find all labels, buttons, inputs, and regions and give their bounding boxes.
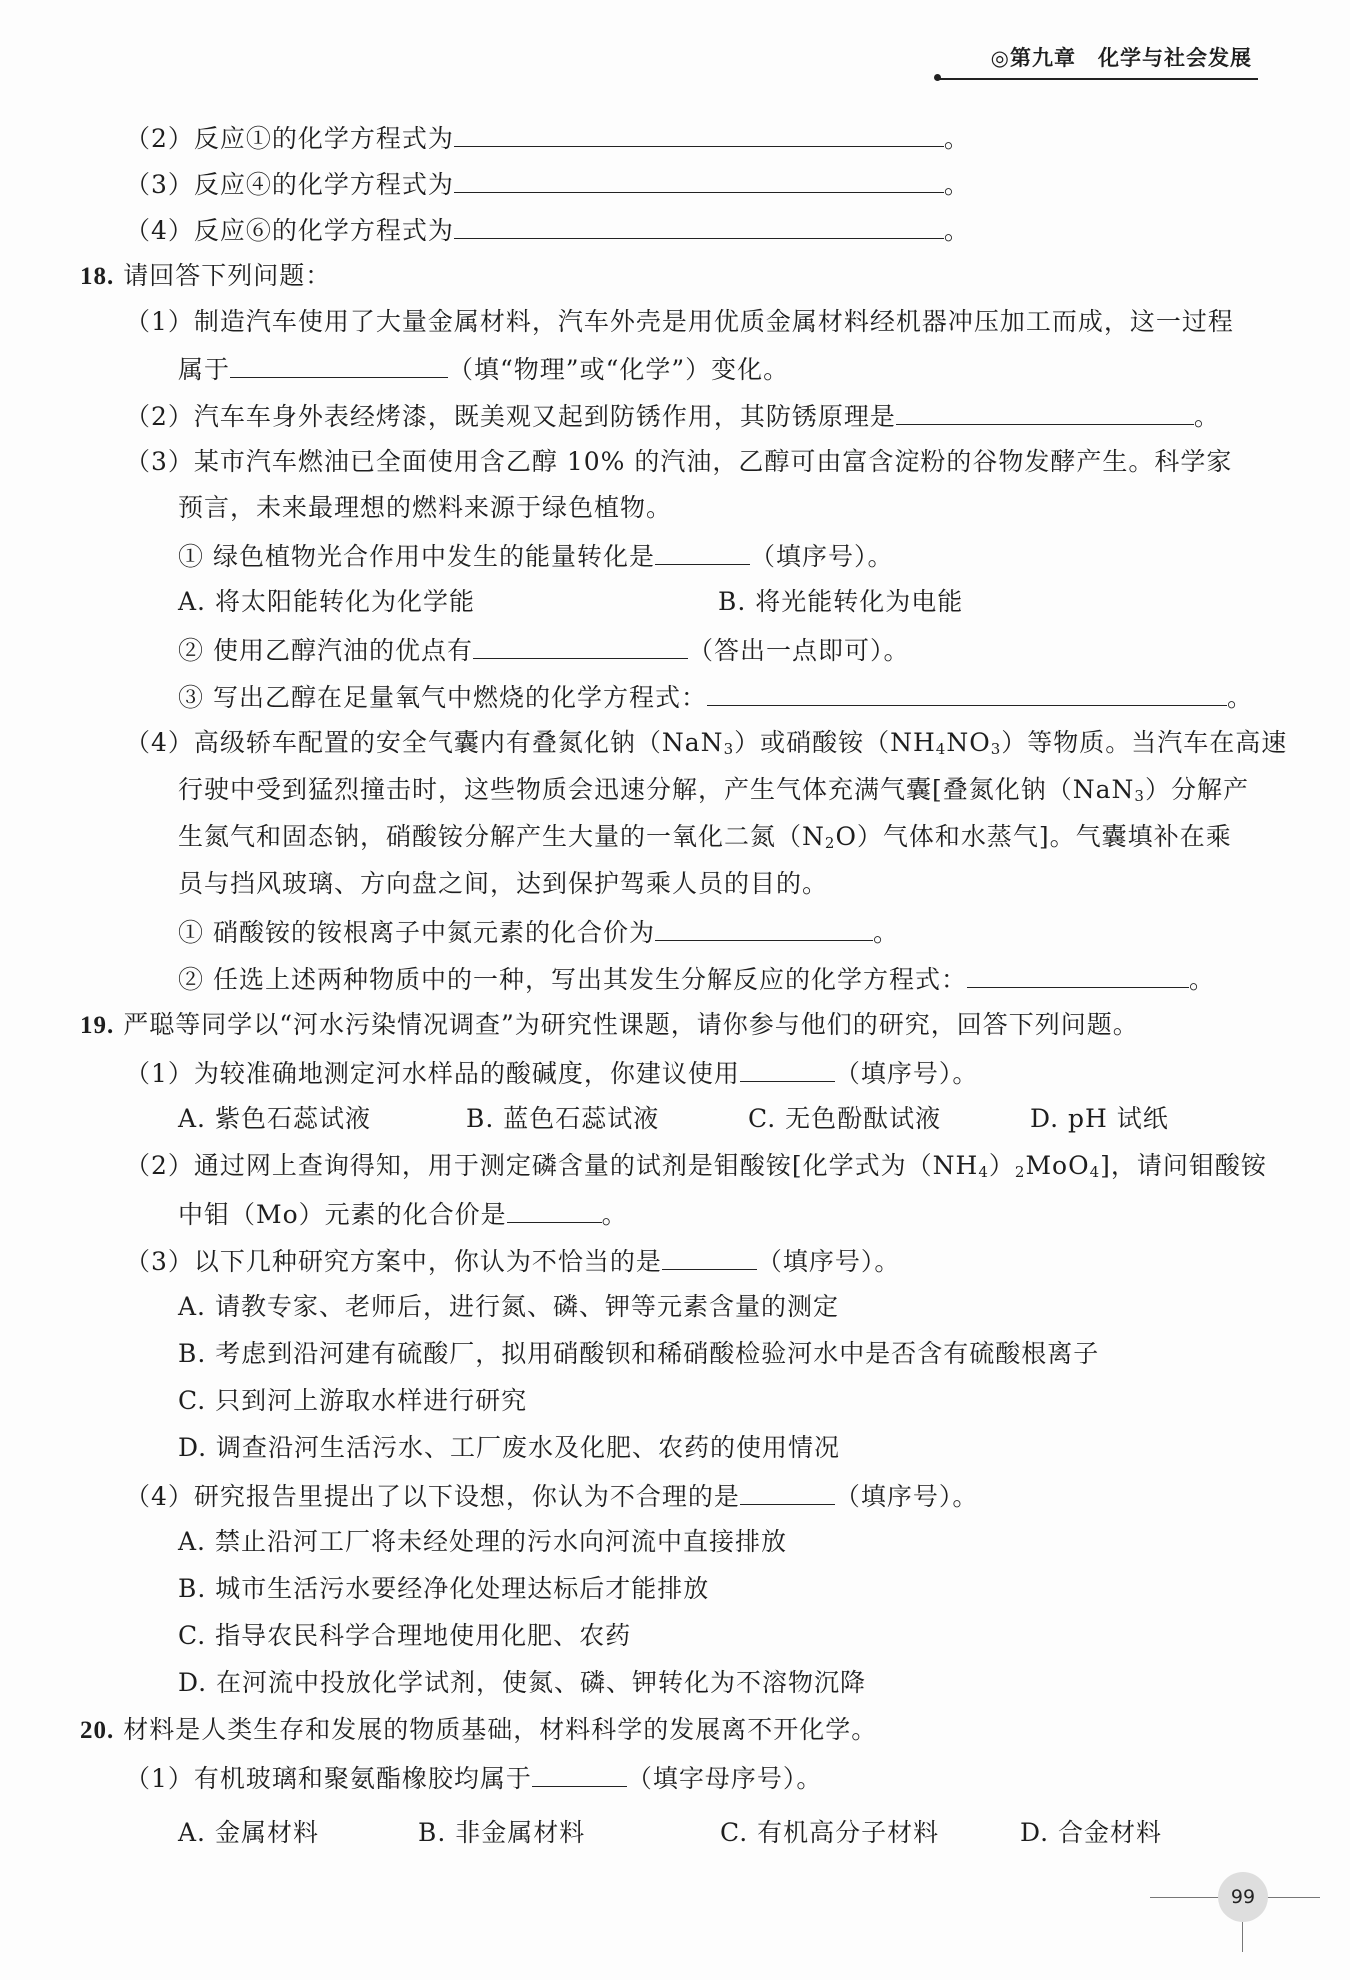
q18-p3-sub2-text: ② 使用乙醇汽油的优点有 [178, 636, 473, 665]
q19-p3-option-d [178, 1431, 840, 1465]
q19-p3 [125, 1243, 900, 1277]
q18-p3-sub2 [178, 632, 909, 666]
q18-p3-sub1-suffix: （填序号）。 [749, 542, 894, 571]
q19-p1-text: （1）为较准确地测定河水样品的酸碱度，你建议使用 [125, 1059, 740, 1088]
answer-blank[interactable] [967, 961, 1189, 988]
period: 。 [943, 170, 970, 199]
answer-blank[interactable] [662, 1243, 757, 1270]
q20-p1 [125, 1760, 822, 1794]
q18-p4-text: ）分解产 [1144, 775, 1249, 804]
option-d: D. 调查沿河生活污水、工厂废水及化肥、农药的使用情况 [178, 1433, 841, 1462]
header-rule [938, 78, 1258, 80]
q18-p3-text: （3）某市汽车燃油已全面使用含乙醇 10% 的汽油，乙醇可由富含淀粉的谷物发酵产生。科学家 [125, 447, 1233, 476]
q19-p2-text: （2）通过网上查询得知，用于测定磷含量的试剂是钼酸铵[化学式为（NH [125, 1151, 979, 1180]
answer-blank[interactable] [740, 1478, 835, 1505]
period: 。 [943, 216, 970, 245]
q18-p3-option-a [178, 585, 475, 619]
q18-p1-text: （1）制造汽车使用了大量金属材料，汽车外壳是用优质金属材料经机器冲压加工而成，这一过程 [125, 307, 1234, 336]
subscript: 3 [990, 740, 1002, 758]
option-a: A. 金属材料 [178, 1818, 319, 1847]
q18-p4-line4 [178, 867, 828, 901]
chapter-header [938, 38, 1258, 88]
q19-p2-text: MoO [1025, 1151, 1090, 1180]
q19-p2-text: ） [988, 1151, 1015, 1180]
answer-blank[interactable] [454, 120, 944, 147]
page-number-rule-vertical [1242, 1922, 1243, 1952]
q19-p4-suffix: （填序号）。 [834, 1482, 979, 1511]
q18-p4-line1 [125, 726, 1287, 760]
q19-p2-text: ]，请问钼酸铵 [1100, 1151, 1267, 1180]
q19-p1-suffix: （填序号）。 [834, 1059, 979, 1088]
period: 。 [1193, 402, 1220, 431]
q18-p1-line2 [178, 351, 789, 385]
q18-p3-text-cont: 预言，未来最理想的燃料来源于绿色植物。 [178, 493, 673, 522]
q19-p4-text: （4）研究报告里提出了以下设想，你认为不合理的是 [125, 1482, 740, 1511]
q20-p1-option-b [418, 1816, 585, 1850]
q18-p4-sub2 [178, 961, 1215, 995]
q20-stem-text: 材料是人类生存和发展的物质基础，材料科学的发展离不开化学。 [123, 1715, 878, 1744]
q19-p1 [125, 1055, 978, 1089]
q18-p4-sub1-text: ① 硝酸铵的铵根离子中氮元素的化合价为 [178, 918, 655, 947]
subscript: 4 [935, 740, 947, 758]
option-b: B. 蓝色石蕊试液 [466, 1104, 660, 1133]
question-number: 18. [80, 263, 115, 290]
period: 。 [1226, 683, 1253, 712]
q19-p3-option-c [178, 1384, 527, 1418]
q18-p4-line2 [178, 773, 1249, 807]
answer-blank[interactable] [507, 1196, 602, 1223]
q20-p1-text: （1）有机玻璃和聚氨酯橡胶均属于 [125, 1764, 532, 1793]
q18-p4-text: （4）高级轿车配置的安全气囊内有叠氮化钠（NaN [125, 728, 724, 757]
subscript: 2 [824, 834, 836, 852]
q20-p1-option-c [720, 1816, 939, 1850]
option-c: C. 无色酚酞试液 [748, 1104, 942, 1133]
option-a: A. 禁止沿河工厂将未经处理的污水向河流中直接排放 [178, 1527, 787, 1556]
q17-part3 [125, 166, 970, 200]
q18-p4-text: 员与挡风玻璃、方向盘之间，达到保护驾乘人员的目的。 [178, 869, 829, 898]
q18-p4-sub2-text: ② 任选上述两种物质中的一种，写出其发生分解反应的化学方程式： [178, 965, 967, 994]
q18-p3-sub1-text: ① 绿色植物光合作用中发生的能量转化是 [178, 542, 655, 571]
option-b: B. 将光能转化为电能 [718, 587, 964, 616]
option-b: B. 城市生活污水要经净化处理达标后才能排放 [178, 1574, 710, 1603]
option-a: A. 将太阳能转化为化学能 [178, 587, 475, 616]
answer-blank[interactable] [230, 351, 448, 378]
q18-p3-sub1 [178, 538, 893, 572]
period: 。 [601, 1200, 628, 1229]
q19-p4-option-a [178, 1525, 787, 1559]
answer-blank[interactable] [655, 914, 873, 941]
subscript: 3 [723, 740, 735, 758]
answer-blank[interactable] [707, 679, 1227, 706]
q19-p1-option-c [748, 1102, 941, 1136]
q19-p3-option-b [178, 1337, 1099, 1371]
period: 。 [872, 918, 899, 947]
q17-part4 [125, 212, 970, 246]
q18-p4-text: 生氮气和固态钠，硝酸铵分解产生大量的一氧化二氮（N [178, 822, 825, 851]
question-number: 19. [80, 1012, 115, 1039]
q18-p1-suffix: （填“物理”或“化学”）变化。 [448, 355, 790, 384]
q19-p3-option-a [178, 1290, 839, 1324]
q19-p1-option-b [466, 1102, 659, 1136]
subscript: 4 [1089, 1163, 1101, 1181]
q19-p2-line1 [125, 1149, 1267, 1183]
period: 。 [1188, 965, 1215, 994]
q19-p1-option-a [178, 1102, 371, 1136]
option-d: D. pH 试纸 [1030, 1104, 1169, 1133]
option-c: C. 指导农民科学合理地使用化肥、农药 [178, 1621, 632, 1650]
page-number: 99 [1218, 1872, 1268, 1922]
q19-p4 [125, 1478, 978, 1512]
q19-p1-option-d [1030, 1102, 1169, 1136]
q18-stem [80, 259, 331, 293]
q17-part2-text: （2）反应①的化学方程式为 [125, 124, 454, 153]
q18-p3-sub3 [178, 679, 1253, 713]
q19-p2-text: 中钼（Mo）元素的化合价是 [178, 1200, 507, 1229]
option-d: D. 合金材料 [1020, 1818, 1163, 1847]
q17-part3-text: （3）反应④的化学方程式为 [125, 170, 454, 199]
q18-p2 [125, 398, 1220, 432]
q18-p4-text: 行驶中受到猛烈撞击时，这些物质会迅速分解，产生气体充满气囊[叠氮化钠（NaN [178, 775, 1135, 804]
answer-blank[interactable] [454, 212, 944, 239]
q18-p4-text: O）气体和水蒸气]。气囊填补在乘 [835, 822, 1232, 851]
period: 。 [943, 124, 970, 153]
q19-stem-text: 严聪等同学以“河水污染情况调查”为研究性课题，请你参与他们的研究，回答下列问题。 [123, 1010, 1139, 1039]
q19-p3-text: （3）以下几种研究方案中，你认为不恰当的是 [125, 1247, 662, 1276]
q18-p3-line2 [178, 491, 672, 525]
option-d: D. 在河流中投放化学试剂，使氮、磷、钾转化为不溶物沉降 [178, 1668, 867, 1697]
q18-stem-text: 请回答下列问题： [123, 261, 332, 290]
q18-p3-sub3-text: ③ 写出乙醇在足量氧气中燃烧的化学方程式： [178, 683, 707, 712]
q18-p4-text: ）等物质。当汽车在高速 [1001, 728, 1288, 757]
q18-p4-text: ）或硝酸铵（NH [734, 728, 936, 757]
option-b: B. 非金属材料 [418, 1818, 586, 1847]
q19-p4-option-c [178, 1619, 631, 1653]
option-c: C. 有机高分子材料 [720, 1818, 940, 1847]
chapter-title: ◎第九章 化学与社会发展 [990, 46, 1252, 70]
option-a: A. 紫色石蕊试液 [178, 1104, 371, 1133]
answer-blank[interactable] [454, 166, 944, 193]
q18-p4-text: NO [946, 728, 991, 757]
q18-p1-line1 [125, 305, 1234, 339]
subscript: 4 [978, 1163, 989, 1181]
q20-p1-option-d [1020, 1816, 1162, 1850]
answer-blank[interactable] [655, 538, 750, 565]
subscript: 2 [1014, 1163, 1026, 1181]
q18-p2-text: （2）汽车车身外表经烤漆，既美观又起到防锈作用，其防锈原理是 [125, 402, 896, 431]
q18-p4-sub1 [178, 914, 899, 948]
q18-p3-sub2-suffix: （答出一点即可）。 [687, 636, 910, 665]
q19-p4-option-d [178, 1666, 866, 1700]
q20-p1-suffix: （填字母序号）。 [626, 1764, 823, 1793]
option-c: C. 只到河上游取水样进行研究 [178, 1386, 528, 1415]
q20-stem [80, 1713, 877, 1747]
option-b: B. 考虑到沿河建有硫酸厂，拟用硝酸钡和稀硝酸检验河水中是否含有硫酸根离子 [178, 1339, 1100, 1368]
question-number: 20. [80, 1717, 115, 1744]
subscript: 3 [1134, 787, 1145, 805]
q17-part2 [125, 120, 970, 154]
answer-blank[interactable] [473, 632, 688, 659]
option-a: A. 请教专家、老师后，进行氮、磷、钾等元素含量的测定 [178, 1292, 839, 1321]
q19-p3-suffix: （填序号）。 [756, 1247, 901, 1276]
answer-blank[interactable] [896, 398, 1194, 425]
q18-p3-line1 [125, 445, 1232, 479]
answer-blank[interactable] [532, 1760, 627, 1787]
q19-p4-option-b [178, 1572, 709, 1606]
answer-blank[interactable] [740, 1055, 835, 1082]
q19-p2-line2 [178, 1196, 628, 1230]
q19-stem [80, 1008, 1139, 1042]
q17-part4-text: （4）反应⑥的化学方程式为 [125, 216, 454, 245]
q18-p3-option-b [718, 585, 963, 619]
q18-p1-prefix: 属于 [178, 355, 231, 384]
q20-p1-option-a [178, 1816, 319, 1850]
q18-p4-line3 [178, 820, 1232, 854]
